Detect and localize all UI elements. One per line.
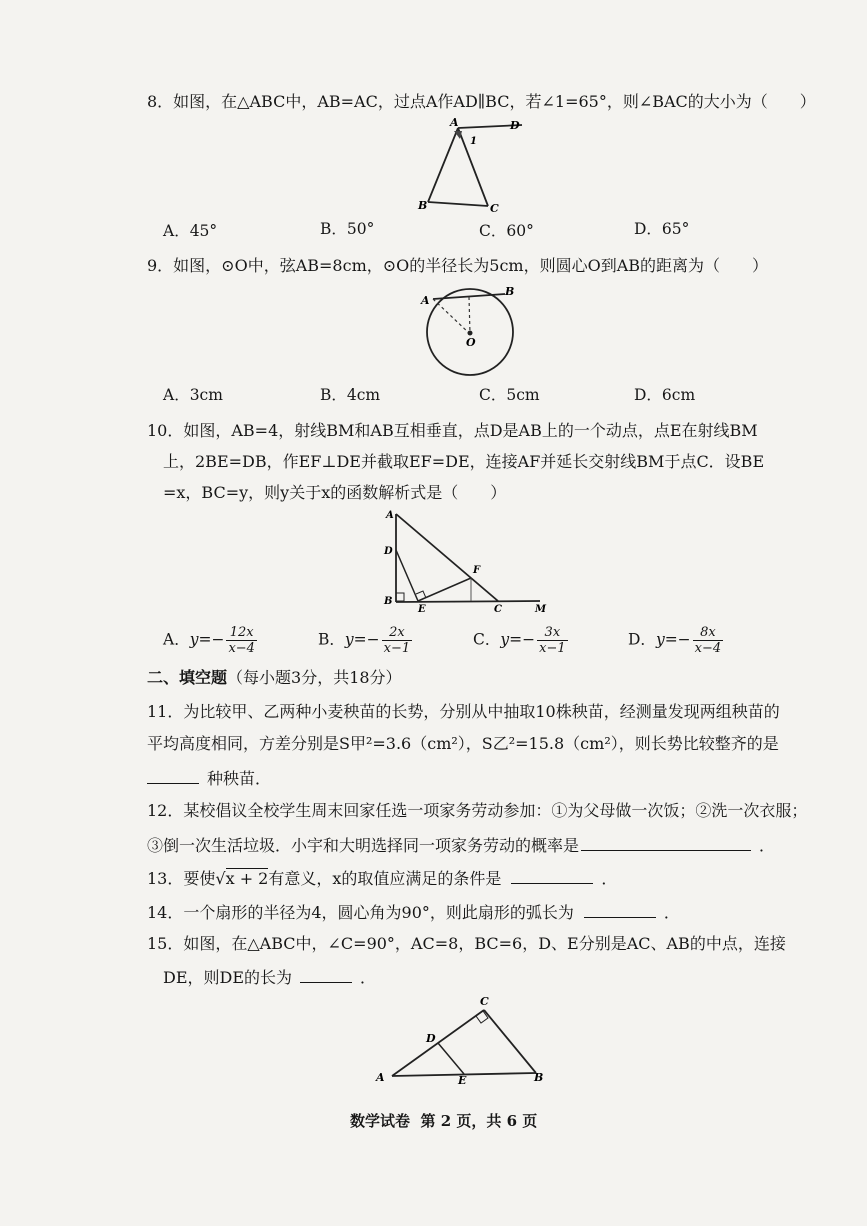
- q10-option-a-denominator: x−4: [228, 641, 255, 656]
- q15-line2: [163, 968, 376, 986]
- q10-stem-line3: =x，BC=y，则y关于x的函数解析式是（ ）: [163, 483, 507, 502]
- q8-option-a: A．45°: [163, 222, 218, 240]
- q15-label-a: A: [376, 1071, 385, 1084]
- q8-stem: 8．如图，在△ABC中，AB=AC，过点A作AD∥BC，若∠1=65°，则∠BAC的大小为（ ）: [147, 92, 816, 111]
- q14-end: ．: [663, 903, 680, 922]
- q13-end: ．: [601, 869, 618, 888]
- q9-option-b: B．4cm: [320, 386, 381, 404]
- footer-subject: 数学试卷: [350, 1112, 411, 1130]
- footer-page-info: 第 2 页，共 6 页: [420, 1112, 538, 1130]
- q8-label-b: B: [418, 199, 428, 212]
- q10-option-c-lhs: y=−: [500, 630, 536, 649]
- q14-answer-blank[interactable]: [584, 903, 656, 918]
- q9-stem: 9．如图，⊙O中，弦AB=8cm，⊙O的半径长为5cm，则圆心O到AB的距离为（ ）: [147, 256, 769, 275]
- q13-answer-blank[interactable]: [511, 869, 593, 884]
- q10-option-c-numerator: 3x: [537, 626, 568, 641]
- q8-label-1: 1: [470, 136, 477, 147]
- q10-option-d: [628, 626, 723, 655]
- q8-option-d: D．65°: [634, 220, 690, 238]
- q10-option-b-lhs: y=−: [344, 630, 380, 649]
- q14-line: [147, 903, 680, 921]
- q9-label-o: O: [466, 336, 476, 349]
- q15-label-c: C: [480, 995, 489, 1008]
- q12-line2: [147, 836, 775, 854]
- q10-stem-line2: 上，2BE=DB，作EF⊥DE并截取EF=DE，连接AF并延长交射线BM于点C．设BE: [163, 452, 765, 471]
- q15-label-b: B: [534, 1071, 544, 1084]
- q10-label-b: B: [384, 596, 393, 607]
- q13-prefix: 13．要使: [147, 869, 216, 888]
- q9-label-b: B: [505, 285, 515, 298]
- q10-option-b-fraction: [382, 626, 413, 655]
- q9-figure: [415, 280, 525, 386]
- q14-text: 14．一个扇形的半径为4，圆心角为90°，则此扇形的弧长为: [147, 903, 574, 922]
- q10-label-e: E: [418, 604, 426, 615]
- q9-option-c: C．5cm: [479, 386, 540, 404]
- q10-option-b-numerator: 2x: [382, 626, 413, 641]
- q10-option-d-denominator: x−4: [694, 641, 722, 656]
- q11-line1: 11．为比较甲、乙两种小麦秧苗的长势，分别从中抽取10株秧苗，经测量发现两组秧苗的: [147, 702, 780, 721]
- q8-option-c: C．60°: [479, 222, 534, 240]
- q10-label-f: F: [473, 565, 481, 576]
- q8-label-a: A: [450, 116, 459, 129]
- q15-label-d: D: [426, 1032, 436, 1045]
- q15-end: ．: [360, 968, 377, 987]
- q12-line1: 12．某校倡议全校学生周末回家任选一项家务劳动参加：①为父母做一次饭；②洗一次衣服；: [147, 801, 808, 820]
- q10-label-a: A: [386, 510, 394, 521]
- q10-option-d-lhs: y=−: [655, 630, 691, 649]
- q12-line2-text: ③倒一次生活垃圾．小宇和大明选择同一项家务劳动的概率是: [147, 836, 580, 855]
- q15-label-e: E: [458, 1074, 467, 1086]
- q11-line2: 平均高度相同，方差分别是S甲²=3.6（cm²），S乙²=15.8（cm²），则长势比较整齐的是: [147, 734, 779, 753]
- q9-label-a: A: [421, 294, 430, 307]
- q10-option-b-denominator: x−1: [383, 641, 411, 656]
- q10-option-d-label: D．: [628, 630, 656, 649]
- q8-figure: [410, 112, 530, 217]
- q11-line3-text: 种秧苗．: [207, 769, 272, 788]
- q10-option-a-lhs: y=−: [189, 630, 225, 649]
- q15-answer-blank[interactable]: [300, 968, 352, 983]
- q15-line2-text: DE，则DE的长为: [163, 968, 293, 987]
- q12-answer-blank[interactable]: [581, 836, 751, 851]
- q10-option-c-denominator: x−1: [539, 641, 566, 656]
- section2-note: （每小题3分，共18分）: [227, 668, 402, 687]
- q13-line: [147, 869, 617, 887]
- q15-line1: 15．如图，在△ABC中，∠C=90°，AC=8，BC=6，D、E分别是AC、AB的中点，连接: [147, 934, 786, 953]
- q10-option-a-label: A．: [163, 630, 190, 649]
- q10-option-c-label: C．: [473, 630, 501, 649]
- q9-option-d: D．6cm: [634, 386, 696, 404]
- q10-stem-line1: 10．如图，AB=4，射线BM和AB互相垂直，点D是AB上的一个动点，点E在射线BM: [147, 421, 758, 440]
- q10-option-b: [318, 626, 412, 655]
- section2-heading: [147, 670, 402, 686]
- q8-label-d: D: [510, 119, 520, 132]
- q13-suffix: 有意义，x的取值应满足的条件是: [268, 869, 502, 888]
- section2-title: 二、填空题: [147, 668, 228, 687]
- q15-figure: [372, 990, 552, 1086]
- q10-label-d: D: [384, 546, 393, 557]
- q10-option-a: [163, 626, 257, 655]
- q10-option-c: [473, 626, 568, 655]
- q10-figure: [380, 506, 560, 616]
- q10-option-a-numerator: 12x: [226, 626, 257, 641]
- q8-label-c: C: [490, 202, 499, 215]
- q13-sqrt: √x + 2: [215, 869, 269, 888]
- q11-line3: [147, 769, 271, 787]
- q10-option-a-fraction: [226, 626, 257, 655]
- q12-end: ．: [759, 836, 776, 855]
- q10-option-d-fraction: [693, 626, 724, 655]
- q10-label-c: C: [494, 604, 502, 615]
- q8-option-b: B．50°: [320, 220, 375, 238]
- q11-answer-blank[interactable]: [147, 769, 199, 784]
- q13-radicand: x + 2: [225, 869, 269, 888]
- q10-option-b-label: B．: [318, 630, 345, 649]
- q10-label-m: M: [535, 604, 547, 615]
- q9-option-a: A．3cm: [163, 386, 223, 404]
- q10-option-d-numerator: 8x: [693, 626, 724, 641]
- page-footer: [350, 1110, 537, 1131]
- q10-option-c-fraction: [537, 626, 568, 655]
